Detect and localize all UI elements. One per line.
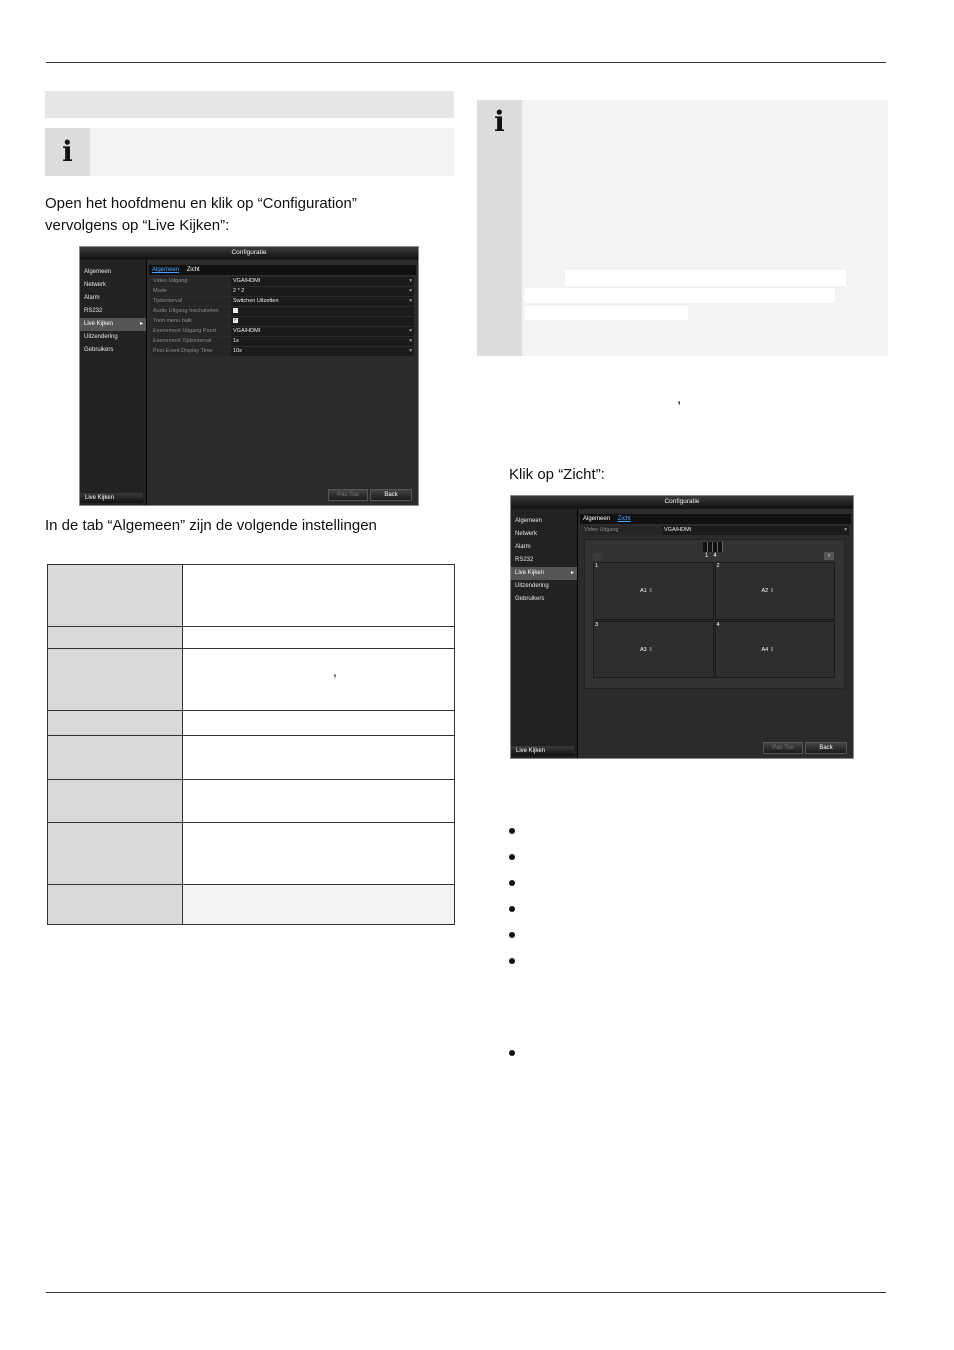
live-kijken-button[interactable]: Live Kijken — [511, 746, 574, 756]
row-evenement-tijdsinterval[interactable] — [151, 337, 414, 346]
row-label: Video Uitgang — [582, 526, 662, 535]
table-value-cell — [183, 780, 455, 823]
table-key-cell — [48, 627, 183, 649]
table-value-cell — [183, 885, 455, 925]
row-value[interactable]: VGA/HDMI ▾ — [662, 526, 849, 535]
bullet-point — [509, 906, 515, 912]
row-value[interactable]: 1s ▾ — [231, 337, 414, 346]
row-video-uitgang[interactable] — [582, 526, 849, 535]
intro-paragraph: Open het hoofdmenu en klik op “Configuration” vervolgens op “Live Kijken”: — [45, 195, 357, 234]
bullet-point — [509, 828, 515, 834]
table-row — [48, 780, 455, 823]
info-icon-cell — [477, 100, 522, 356]
table-key-cell — [48, 736, 183, 780]
table-key-cell — [48, 711, 183, 736]
table-row — [48, 736, 455, 780]
dvr-tabs — [149, 265, 416, 275]
stepper-icon: ⇕ — [648, 646, 653, 653]
row-value[interactable]: 2 * 2 ▾ — [231, 287, 414, 296]
sidebar-item-algemeen[interactable]: Algemeen — [84, 269, 112, 275]
layout-panel — [584, 539, 845, 689]
tab-algemeen[interactable]: Algemeen — [583, 516, 611, 522]
table-value-cell — [183, 711, 455, 736]
checkbox-checked[interactable]: ✓ — [233, 317, 238, 324]
top-rule — [46, 62, 886, 63]
checkbox-unchecked[interactable] — [233, 308, 238, 313]
prev-page-button[interactable]: ‹ — [593, 553, 602, 560]
dvr-title: Configuratie — [511, 496, 853, 508]
sidebar-item-alarm[interactable]: Alarm — [515, 544, 531, 550]
apply-button[interactable]: Pas Toe — [328, 489, 368, 501]
table-key-cell — [48, 885, 183, 925]
row-toon-menu-balk[interactable] — [151, 317, 414, 326]
camera-label: A4 — [761, 646, 769, 653]
section-header-bar — [45, 91, 454, 118]
camera-cell[interactable] — [593, 621, 714, 679]
table-key-cell — [48, 823, 183, 885]
camera-select[interactable] — [640, 588, 653, 594]
settings-table — [47, 564, 455, 925]
camera-select[interactable] — [762, 588, 775, 594]
sidebar-item-gebruikers[interactable]: Gebruikers — [84, 347, 114, 353]
sidebar-item-rs232[interactable]: RS232 — [84, 308, 103, 314]
sidebar-item-live-kijken[interactable] — [80, 318, 146, 331]
cell-number: 1 — [595, 563, 599, 569]
grid-layout-icon — [703, 542, 723, 552]
dvr-main-panel — [147, 260, 418, 505]
table-key-cell — [48, 780, 183, 823]
camera-select[interactable] — [762, 647, 775, 653]
dvr-title: Configuratie — [80, 247, 418, 259]
info-box-left — [45, 128, 454, 176]
dvr-screenshot-zicht — [510, 495, 854, 759]
row-label: Mode — [151, 287, 231, 296]
camera-grid — [593, 562, 835, 678]
table-row — [48, 823, 455, 885]
info-box-right — [477, 100, 888, 356]
bullet-point — [509, 958, 515, 964]
table-row — [48, 649, 455, 711]
table-value-cell — [183, 649, 455, 711]
camera-label: A2 — [761, 588, 769, 594]
apply-button[interactable]: Pas Toe — [763, 742, 803, 754]
sidebar-item-uitzendering[interactable]: Uitzendering — [515, 583, 549, 589]
row-value — [231, 307, 414, 316]
row-evenement-uitgang[interactable] — [151, 327, 414, 336]
page-indicator — [705, 553, 717, 559]
row-label: Toon menu balk — [151, 317, 231, 326]
table-key-cell — [48, 565, 183, 627]
table-row — [48, 627, 455, 649]
sidebar-item-label: Live Kijken — [84, 321, 114, 327]
bottom-rule — [46, 1292, 886, 1293]
tab-zicht[interactable]: Zicht — [186, 267, 200, 273]
sidebar-item-alarm[interactable]: Alarm — [84, 295, 100, 301]
camera-cell[interactable] — [715, 621, 836, 679]
camera-label: A1 — [640, 588, 647, 594]
row-audio-uitgang[interactable] — [151, 307, 414, 316]
table-value-cell — [183, 736, 455, 780]
dvr-main-panel — [578, 509, 853, 758]
stepper-icon: ⇕ — [648, 588, 653, 594]
page-start: 1 — [705, 553, 709, 559]
stray-comma: , — [677, 390, 682, 407]
back-button[interactable]: Back — [805, 742, 847, 754]
highlight-strip — [525, 306, 688, 320]
sidebar-item-label: Live Kijken — [515, 570, 545, 576]
highlight-strip — [565, 270, 846, 286]
info-icon: i — [62, 135, 73, 168]
camera-label: A3 — [640, 646, 647, 653]
bullet-point — [509, 880, 515, 886]
row-mode[interactable] — [151, 287, 414, 296]
camera-cell[interactable] — [593, 562, 714, 620]
chevron-right-icon: ▸ — [570, 570, 574, 576]
tab-zicht[interactable]: Zicht — [617, 516, 631, 522]
dvr-tabs — [580, 514, 851, 524]
table-value-cell — [183, 565, 455, 627]
row-label: Post Event Display Time — [151, 347, 231, 356]
stepper-icon: ⇕ — [769, 646, 775, 653]
camera-cell[interactable] — [715, 562, 836, 620]
bullet-point — [509, 854, 515, 860]
algemeen-intro: In de tab “Algemeen” zijn de volgende instellingen — [45, 517, 377, 534]
dvr-screenshot-algemeen — [79, 246, 419, 506]
bullet-point — [509, 932, 515, 938]
highlight-strip — [525, 288, 835, 303]
bullet-point — [509, 1050, 515, 1056]
row-label: Video Uitgang — [151, 277, 231, 286]
row-label: Evenement Uitgang Poort — [151, 327, 231, 336]
info-icon: i — [494, 105, 505, 138]
sidebar-item-algemeen[interactable]: Algemeen — [515, 518, 543, 524]
row-value[interactable]: VGA/HDMI ▾ — [231, 277, 414, 286]
cell-number: 4 — [716, 621, 720, 628]
chevron-right-icon: ▸ — [139, 321, 143, 327]
sidebar-item-netwerk[interactable]: Netwerk — [515, 531, 538, 537]
table-row — [48, 711, 455, 736]
stepper-icon: ⇕ — [769, 588, 775, 594]
cell-number: 2 — [716, 563, 720, 569]
sidebar-item-live-kijken[interactable] — [511, 567, 577, 580]
camera-select[interactable] — [640, 647, 653, 653]
tab-algemeen[interactable]: Algemeen — [152, 267, 180, 273]
table-key-cell — [48, 649, 183, 711]
row-value[interactable]: 10s ▾ — [231, 347, 414, 356]
page-end: 4 — [713, 553, 717, 559]
row-label: Evenement Tijdsinterval — [151, 337, 231, 346]
row-value — [231, 317, 414, 326]
info-icon-cell — [45, 128, 90, 176]
sidebar-item-netwerk[interactable]: Netwerk — [84, 282, 107, 288]
sidebar-item-uitzendering[interactable]: Uitzendering — [84, 334, 118, 340]
live-kijken-button[interactable]: Live Kijken — [80, 493, 143, 503]
row-video-uitgang[interactable] — [151, 277, 414, 286]
row-value[interactable]: VGA/HDMI ▾ — [231, 327, 414, 336]
back-button[interactable]: Back — [370, 489, 412, 501]
row-label: Tijdsinterval — [151, 297, 231, 306]
table-comma: , — [333, 663, 337, 679]
cell-number: 3 — [595, 621, 599, 628]
table-row — [48, 565, 455, 627]
row-value[interactable]: Switchen Uitzetten ▾ — [231, 297, 414, 306]
sidebar-item-rs232[interactable]: RS232 — [515, 557, 534, 563]
next-page-button[interactable]: › — [824, 552, 834, 560]
table-value-cell — [183, 823, 455, 885]
table-row — [48, 885, 455, 925]
dvr-sidebar — [511, 509, 578, 758]
sidebar-item-gebruikers[interactable]: Gebruikers — [515, 596, 545, 602]
table-value-cell — [183, 627, 455, 649]
dvr-sidebar — [80, 260, 147, 505]
klik-zicht-text: Klik op “Zicht”: — [509, 466, 605, 483]
row-label: Audio Uitgang Inschakelen — [151, 307, 231, 316]
row-post-event[interactable] — [151, 347, 414, 356]
row-tijdsinterval[interactable] — [151, 297, 414, 306]
